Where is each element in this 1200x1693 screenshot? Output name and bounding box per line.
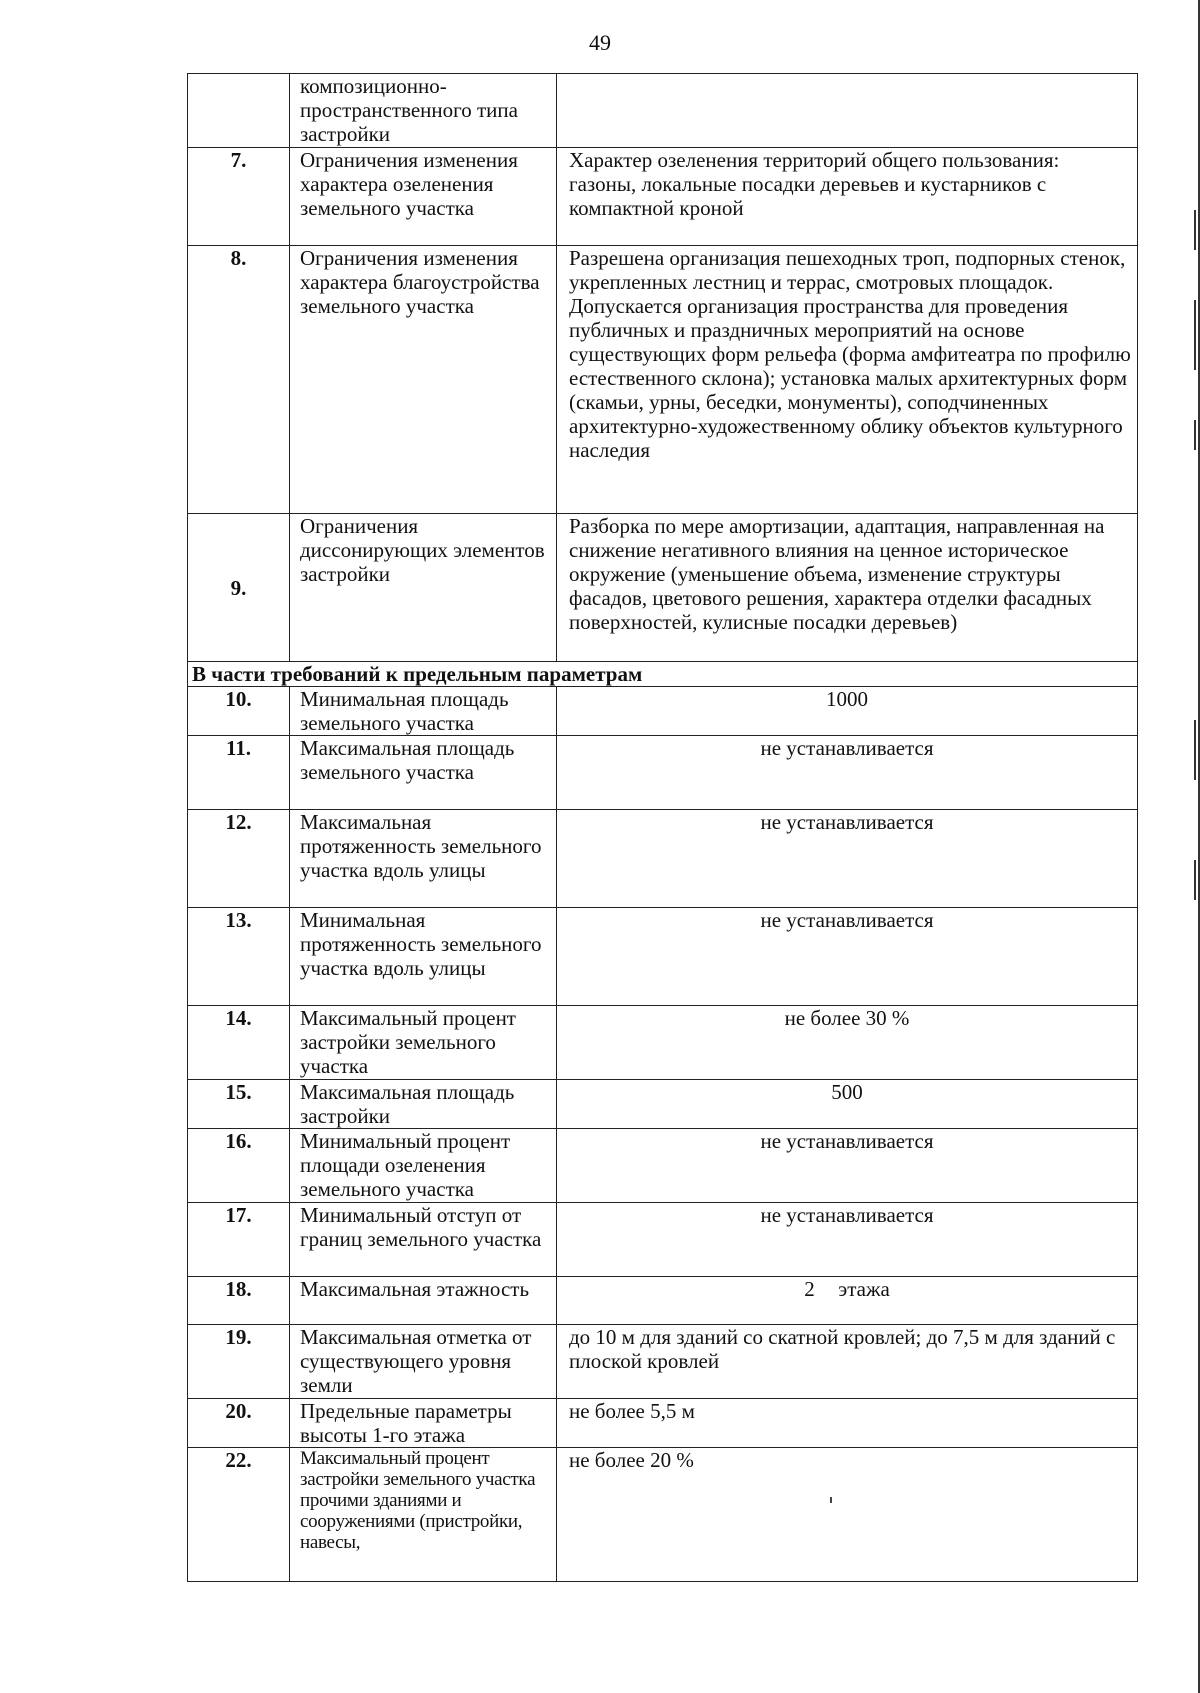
table-row [188, 246, 1138, 514]
row-value: не более 30 % [557, 1006, 1138, 1080]
row-value: не устанавливается [557, 1129, 1138, 1203]
scan-mark [1194, 720, 1196, 780]
table-row [188, 1129, 1138, 1203]
row-number: 12. [188, 810, 290, 908]
table-row [188, 1399, 1138, 1448]
row-number: 17. [188, 1203, 290, 1277]
row-name: Максимальная площадь земельного участка [290, 736, 557, 810]
row-number: 20. [188, 1399, 290, 1448]
row-value: 1000 [557, 687, 1138, 736]
row-value [557, 1277, 1138, 1325]
row-number: 19. [188, 1325, 290, 1399]
table-row [188, 687, 1138, 736]
row-value: Разборка по мере амортизации, адаптация, направленная на снижение негативного влияния на ценное историческое окружение (уменьшение объема, изменение структуры фасадов, цветового решения, характера отделки фасадных поверхностей, кулисные посадки деревьев) [557, 514, 1138, 662]
table-row [188, 1080, 1138, 1129]
page-number: 49 [589, 30, 611, 55]
row-value: не устанавливается [557, 908, 1138, 1006]
row-number: 7. [188, 148, 290, 246]
row-value-cell [557, 74, 1138, 148]
storey-unit: этажа [838, 1277, 890, 1301]
table-row [188, 74, 1138, 148]
row-number-cell [188, 74, 290, 148]
row-name: Максимальная отметка от существующего уровня земли [290, 1325, 557, 1399]
table-row [188, 1203, 1138, 1277]
table-row [188, 1325, 1138, 1399]
row-name: Максимальная этажность [290, 1277, 557, 1325]
section-title: В части требований к предельным параметрам [188, 662, 1138, 687]
row-value: Разрешена организация пешеходных троп, подпорных стенок, укрепленных лестниц и террас, смотровых площадок. Допускается организация пространства для проведения публичных и праздничных мероприятий на основе существующих форм рельефа (форма амфитеатра по профилю естественного склона); установка малых архитектурных форм (скамьи, урны, беседки, монументы), соподчиненных архитектурно-художественному облику объектов культурного наследия [557, 246, 1138, 514]
scan-speck [830, 1497, 832, 1503]
row-number: 14. [188, 1006, 290, 1080]
row-name: Предельные параметры высоты 1-го этажа [290, 1399, 557, 1448]
row-value: не более 20 % [557, 1448, 1138, 1582]
scan-mark [1194, 300, 1196, 370]
row-value: 500 [557, 1080, 1138, 1129]
row-name-cell: композиционно-пространственного типа застройки [290, 74, 557, 148]
row-name: Минимальный отступ от границ земельного участка [290, 1203, 557, 1277]
row-number: 22. [188, 1448, 290, 1582]
table-row [188, 1277, 1138, 1325]
row-value: не более 5,5 м [557, 1399, 1138, 1448]
row-name: Максимальный процент застройки земельного участка прочими зданиями и сооружениями (пристройки, навесы, [290, 1448, 557, 1582]
row-number: 18. [188, 1277, 290, 1325]
table-row [188, 1448, 1138, 1582]
scan-mark [1194, 210, 1196, 250]
row-name: Максимальный процент застройки земельного участка [290, 1006, 557, 1080]
row-number: 10. [188, 687, 290, 736]
row-name: Ограничения диссонирующих элементов застройки [290, 514, 557, 662]
row-name: Минимальная протяженность земельного участка вдоль улицы [290, 908, 557, 1006]
row-name: Ограничения изменения характера благоустройства земельного участка [290, 246, 557, 514]
row-number: 15. [188, 1080, 290, 1129]
row-name: Минимальная площадь земельного участка [290, 687, 557, 736]
table-row [188, 148, 1138, 246]
row-number: 9. [188, 514, 290, 662]
table-row [188, 736, 1138, 810]
row-name: Максимальная площадь застройки [290, 1080, 557, 1129]
row-value: Характер озеленения территорий общего пользования: газоны, локальные посадки деревьев и кустарников с компактной кроной [557, 148, 1138, 246]
row-name: Максимальная протяженность земельного участка вдоль улицы [290, 810, 557, 908]
row-number: 16. [188, 1129, 290, 1203]
table-row [188, 1006, 1138, 1080]
row-name: Минимальный процент площади озеленения земельного участка [290, 1129, 557, 1203]
table-row [188, 908, 1138, 1006]
scan-mark [1194, 860, 1196, 900]
table-row [188, 514, 1138, 662]
row-value: не устанавливается [557, 1203, 1138, 1277]
row-number: 11. [188, 736, 290, 810]
row-number: 13. [188, 908, 290, 1006]
row-name: Ограничения изменения характера озеленения земельного участка [290, 148, 557, 246]
requirements-table [187, 73, 1138, 1582]
scan-mark [1194, 420, 1196, 450]
row-value: не устанавливается [557, 810, 1138, 908]
row-value: не устанавливается [557, 736, 1138, 810]
storey-count: 2 [804, 1277, 815, 1301]
row-value: до 10 м для зданий со скатной кровлей; до 7,5 м для зданий с плоской кровлей [557, 1325, 1138, 1399]
row-number: 8. [188, 246, 290, 514]
table-row [188, 810, 1138, 908]
section-row [188, 662, 1138, 687]
